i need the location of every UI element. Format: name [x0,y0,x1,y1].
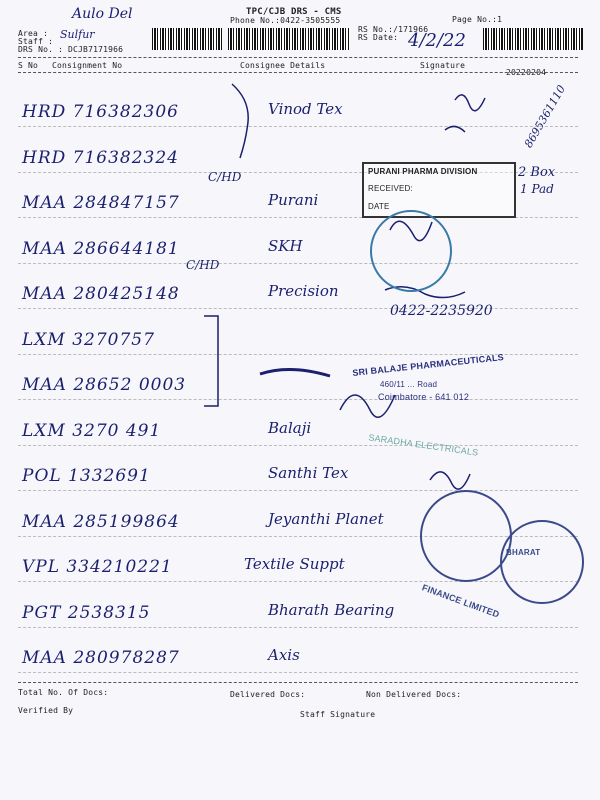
signature-1 [445,95,485,132]
boxes-note: 2 Box [518,165,556,180]
rs-date-handwritten: 4/2/22 [408,30,466,51]
drs-no-value: DCJB7171966 [68,45,124,54]
drs-no-label: DRS No. : [18,45,64,54]
consignment-number: POL 1332691 [22,466,151,486]
balaji-stamp-title: SRI BALAJE PHARMACEUTICALS [351,352,505,378]
consignment-number: MAA 284847157 [22,193,180,213]
staff-signature-label: Staff Signature [300,710,376,719]
consignee-name: Purani [268,191,319,209]
consignment-number: MAA 280978287 [22,648,180,668]
consignment-number: PGT 2538315 [22,602,151,623]
bracket-mark-1 [232,84,248,158]
strike-mark [260,369,330,376]
delivered-docs-label: Delivered Docs: [230,690,306,699]
consignment-number: MAA 28652 0003 [22,375,187,395]
round-seal-1 [420,490,512,582]
consignee-name: Santhi Tex [268,464,349,482]
footer-divider [18,682,578,683]
consignee-name: Axis [268,646,300,664]
hospital-seal [370,210,452,292]
finance-seal-text: FINANCE LIMITED [420,582,501,620]
signature-5 [430,472,470,489]
document-title: TPC/CJB DRS - CMS [246,7,342,17]
purani-received: RECEIVED: [368,184,413,193]
area-handwritten: Aulo Del [72,6,133,22]
phone-number: Phone No.:0422-3505555 [230,16,341,25]
consignment-number: MAA 280425148 [22,284,180,304]
col-consignee: Consignee Details [240,61,326,70]
consignment-number: MAA 286644181 [22,238,180,259]
consignee-name: Textile Suppt [244,555,345,573]
consignment-number: LXM 3270757 [22,329,155,350]
saradha-stamp: SARADHA ELECTRICALS [367,432,480,458]
consignment-number: LXM 3270 491 [22,420,162,441]
chd-note-2: C/HD [186,258,220,272]
sig1-number: 8695361110 [521,82,569,151]
staff-label: Staff : [18,37,54,46]
col-consignment: Consignment No [52,61,123,70]
rs-date-label: RS Date: [358,33,399,42]
purani-stamp [362,162,516,218]
col-date-code: 20220204 [506,68,547,77]
purani-stamp-title: PURANI PHARMA DIVISION [368,167,478,176]
col-sno: S No [18,61,39,70]
col-signature: Signature [420,61,466,70]
round-seal-2 [500,520,584,604]
pad-note: 1 Pad [520,182,554,196]
rs-no: RS No.:/171966 [358,25,429,34]
staff-handwritten: Sulfur [60,28,95,41]
area-label: Area : [18,29,49,38]
chd-note-1: C/HD [208,170,242,184]
phone-handwritten: 0422-2235920 [390,303,493,319]
bharat-seal-text: BHARAT [506,548,541,557]
consignee-name: Precision [268,282,339,300]
balaji-stamp-line2: Coimbatore - 641 012 [378,392,470,402]
non-delivered-docs-label: Non Delivered Docs: [366,690,462,699]
consignment-number: HRD 716382306 [22,102,180,122]
consignment-number: HRD 716382324 [22,147,180,168]
bracket-mark-2 [204,316,218,406]
consignee-name: Bharath Bearing [268,600,395,619]
consignee-name: Vinod Tex [268,100,343,118]
consignee-name: SKH [268,236,303,255]
verified-by-label: Verified By [18,706,74,715]
balaji-stamp-line1: 460/11 ... Road [380,380,438,389]
consignee-name: Balaji [268,418,312,437]
consignee-name: Jeyanthi Planet [268,509,384,528]
page-number: Page No.:1 [452,15,503,24]
consignment-number: MAA 285199864 [22,511,180,532]
total-docs-label: Total No. Of Docs: [18,688,109,697]
purani-date: DATE [368,202,390,211]
consignment-number: VPL 334210221 [22,557,173,577]
